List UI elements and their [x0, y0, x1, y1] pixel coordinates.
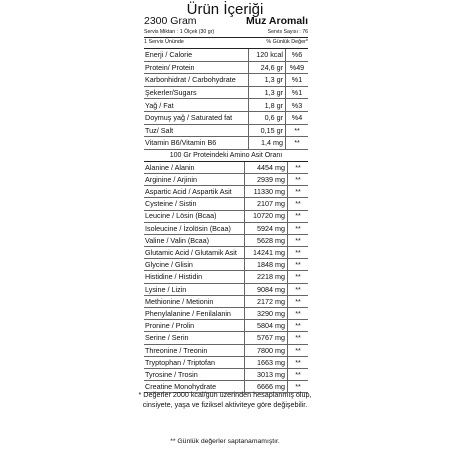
- row-percent: **: [287, 332, 308, 343]
- table-row: [144, 357, 308, 369]
- row-percent: **: [285, 125, 308, 137]
- row-percent: **: [287, 162, 308, 173]
- table-row: [144, 49, 308, 62]
- row-name: Valine / Valin (Bcaa): [145, 235, 210, 245]
- row-name: Methionine / Metionin: [145, 296, 214, 306]
- serving-size: Servis Miktarı : 1 Ölçek (30 gr): [144, 28, 215, 35]
- row-percent: **: [287, 296, 308, 307]
- row-value: 1,4 mg: [248, 137, 285, 149]
- table-row: [144, 125, 308, 138]
- row-percent: %4: [285, 112, 308, 124]
- column-headers: [144, 38, 308, 49]
- row-name: Enerji / Calorie: [145, 50, 193, 60]
- row-value: 1663 mg: [244, 357, 287, 368]
- row-name: Aspartic Acid / Aspartik Asit: [145, 187, 232, 197]
- row-value: 120 kcal: [248, 49, 285, 61]
- row-percent: **: [287, 259, 308, 270]
- row-value: 2172 mg: [244, 296, 287, 307]
- per-serving-header: 1 Servis Ününde: [144, 39, 184, 46]
- row-name: Vitamin B6/Vitamin B6: [145, 138, 217, 148]
- table-row: [144, 369, 308, 381]
- table-row: [144, 345, 308, 357]
- row-percent: **: [287, 235, 308, 246]
- table-row: [144, 247, 308, 259]
- row-percent: %1: [285, 87, 308, 99]
- row-percent: %49: [285, 62, 308, 74]
- row-percent: **: [287, 284, 308, 295]
- row-value: 1848 mg: [244, 259, 287, 270]
- row-name: Protein/ Protein: [145, 62, 195, 72]
- row-percent: **: [287, 186, 308, 197]
- nutrition-panel: [144, 14, 308, 393]
- row-value: 3013 mg: [244, 369, 287, 380]
- table-row: [144, 137, 308, 150]
- amino-section-title: 100 Gr Proteindeki Amino Asit Oranı: [144, 150, 308, 162]
- row-name: Threonine / Treonin: [145, 345, 208, 355]
- table-row: [144, 99, 308, 112]
- row-percent: %1: [285, 74, 308, 86]
- table-row: [144, 259, 308, 271]
- product-weight: 2300 Gram: [144, 14, 197, 27]
- row-name: Histidine / Histidin: [145, 272, 203, 282]
- table-row: [144, 174, 308, 186]
- row-percent: **: [287, 198, 308, 209]
- row-percent: **: [287, 381, 308, 392]
- table-row: [144, 271, 308, 283]
- row-name: Doymuş yağ / Saturated fat: [145, 113, 233, 123]
- row-name: Phenylalanine / Fenilalanin: [145, 308, 231, 318]
- row-percent: **: [287, 357, 308, 368]
- footnote-undetermined: ** Günlük değerler saptanamamıştır.: [170, 438, 280, 445]
- row-value: 0,6 gr: [248, 112, 285, 124]
- row-value: 6666 mg: [244, 381, 287, 392]
- row-name: Arginine / Arjinin: [145, 174, 197, 184]
- table-row: [144, 74, 308, 87]
- table-row: [144, 87, 308, 100]
- row-value: 5767 mg: [244, 332, 287, 343]
- panel-header: [144, 14, 308, 28]
- table-row: [144, 332, 308, 344]
- row-percent: **: [287, 308, 308, 319]
- serving-count: Servis Sayısı : 76: [267, 28, 308, 35]
- row-name: Serine / Serin: [145, 333, 189, 343]
- row-value: 10720 mg: [244, 211, 287, 222]
- table-row: [144, 198, 308, 210]
- row-percent: **: [287, 223, 308, 234]
- daily-value-header: % Günlük Değer*: [266, 39, 308, 46]
- row-value: 5628 mg: [244, 235, 287, 246]
- row-value: 2939 mg: [244, 174, 287, 185]
- footnote-daily-values: * Değerler 2000 kcal/gün üzerinden hesaplanmış olup, cinsiyete, yaşa ve fiziksel aktiviteye göre değişebilir.: [138, 390, 312, 409]
- row-name: Alanine / Alanin: [145, 162, 195, 172]
- row-percent: **: [287, 271, 308, 282]
- row-name: Leucine / Lösin (Bcaa): [145, 211, 217, 221]
- row-value: 0,15 gr: [248, 125, 285, 137]
- row-name: Glutamic Acid / Glutamik Asit: [145, 248, 237, 258]
- row-value: 14241 mg: [244, 247, 287, 258]
- amino-table: [144, 162, 308, 394]
- row-value: 1,3 gr: [248, 74, 285, 86]
- row-value: 4454 mg: [244, 162, 287, 173]
- table-row: [144, 62, 308, 75]
- row-value: 5924 mg: [244, 223, 287, 234]
- row-percent: **: [287, 369, 308, 380]
- row-percent: **: [287, 174, 308, 185]
- serving-info: [144, 28, 308, 38]
- row-name: Yağ / Fat: [145, 100, 174, 110]
- product-flavor: Muz Aromalı: [245, 14, 308, 27]
- row-value: 11330 mg: [244, 186, 287, 197]
- table-row: [144, 211, 308, 223]
- row-name: Lysine / Lizin: [145, 284, 187, 294]
- table-row: [144, 308, 308, 320]
- row-value: 1,3 gr: [248, 87, 285, 99]
- row-name: Tyrosine / Trosin: [145, 369, 198, 379]
- row-value: 7800 mg: [244, 345, 287, 356]
- row-percent: **: [287, 345, 308, 356]
- row-percent: %6: [285, 49, 308, 61]
- row-percent: **: [287, 211, 308, 222]
- row-name: Tuz/ Salt: [145, 125, 174, 135]
- row-name: Pronine / Prolin: [145, 321, 195, 331]
- table-row: [144, 162, 308, 174]
- page-title: Ürün İçeriği: [186, 1, 264, 18]
- row-value: 1,8 gr: [248, 99, 285, 111]
- row-name: Tryptophan / Triptofan: [145, 357, 216, 367]
- row-value: 9084 mg: [244, 284, 287, 295]
- nutrition-table: [144, 49, 308, 150]
- row-percent: **: [287, 247, 308, 258]
- row-name: Isoleucine / İzolösin (Bcaa): [145, 223, 231, 233]
- row-percent: **: [285, 137, 308, 149]
- row-value: 24,6 gr: [248, 62, 285, 74]
- row-name: Cysteine / Sistin: [145, 199, 197, 209]
- row-value: 3290 mg: [244, 308, 287, 319]
- row-percent: **: [287, 320, 308, 331]
- row-name: Glycine / Glisin: [145, 260, 193, 270]
- table-row: [144, 284, 308, 296]
- table-row: [144, 296, 308, 308]
- row-name: Creatine Monohydrate: [145, 382, 217, 392]
- table-row: [144, 223, 308, 235]
- row-value: 2107 mg: [244, 198, 287, 209]
- row-percent: %3: [285, 99, 308, 111]
- row-value: 5804 mg: [244, 320, 287, 331]
- row-value: 2218 mg: [244, 271, 287, 282]
- row-name: Karbonhidrat / Carbohydrate: [145, 75, 236, 85]
- table-row: [144, 112, 308, 125]
- row-name: Şekerler/Sugars: [145, 87, 197, 97]
- table-row: [144, 235, 308, 247]
- table-row: [144, 186, 308, 198]
- table-row: [144, 320, 308, 332]
